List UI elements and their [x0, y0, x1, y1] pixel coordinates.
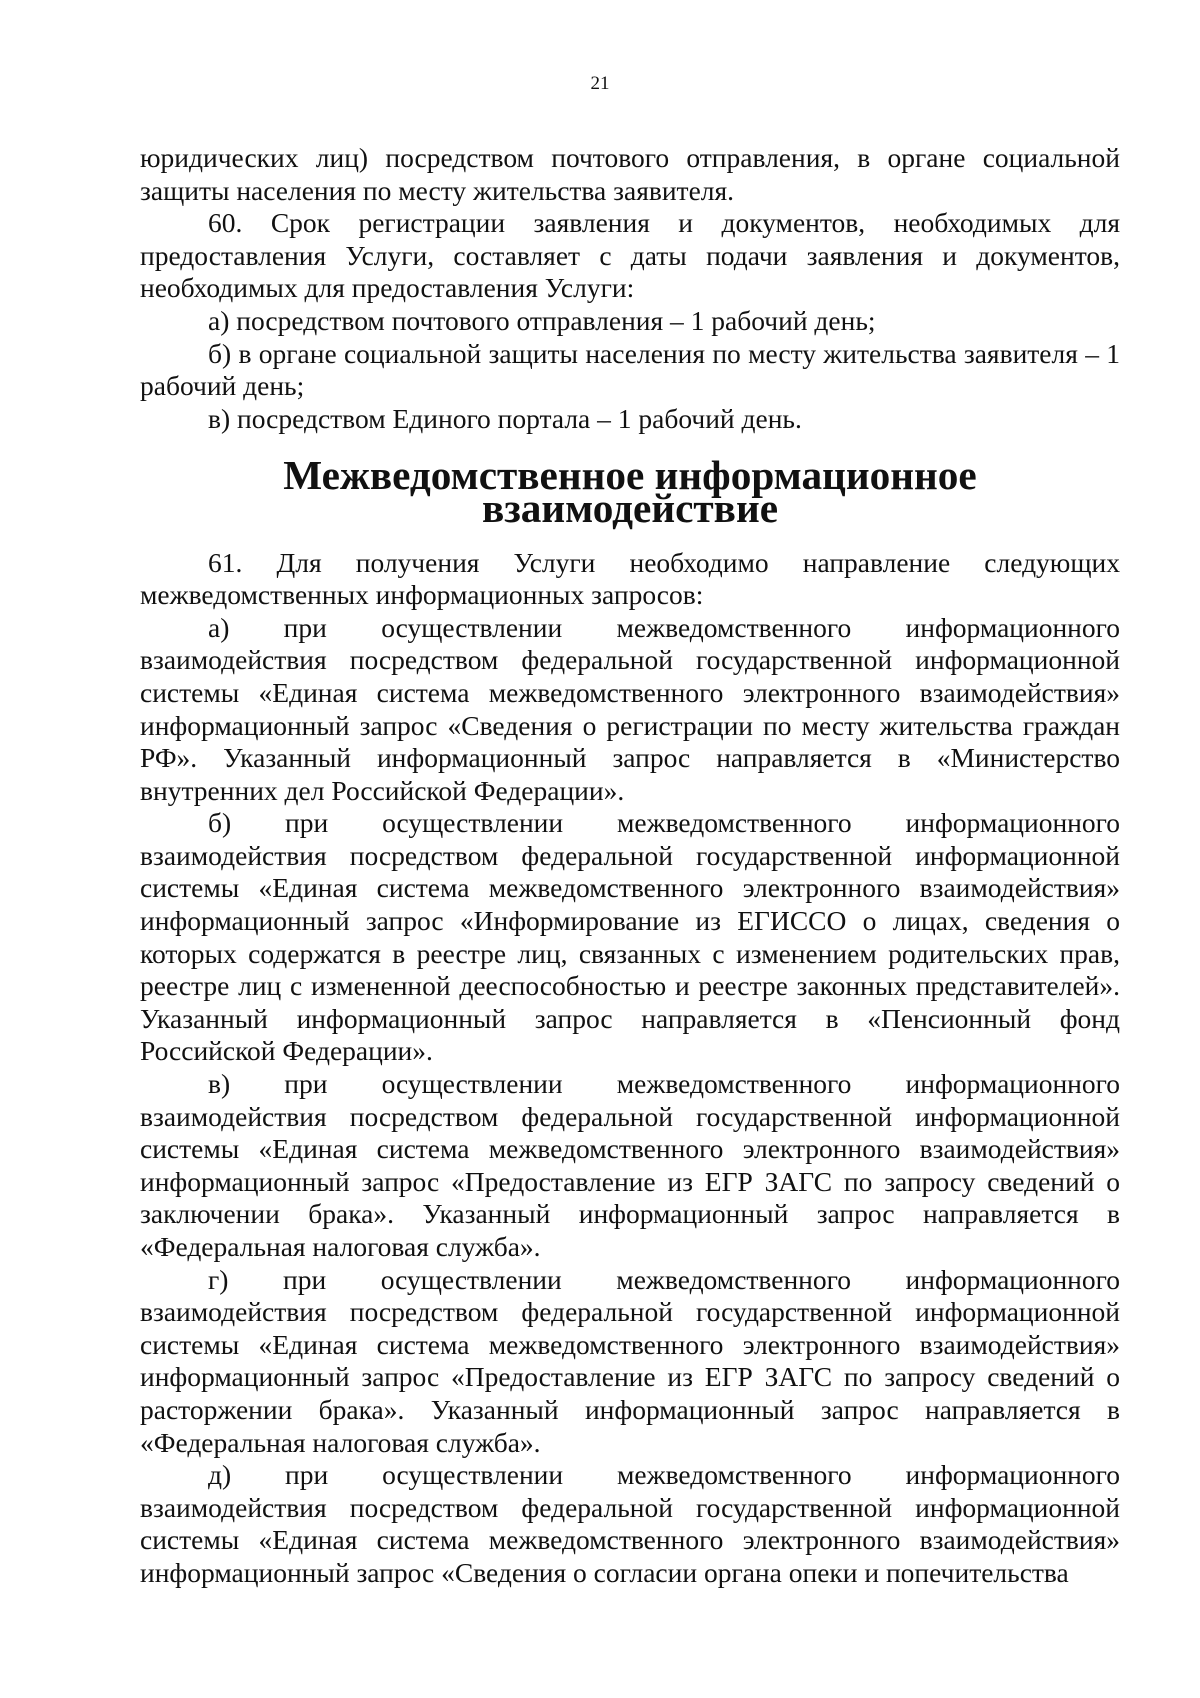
page-number: 21 [590, 73, 610, 94]
section-heading: Межведомственное информационное взаимодействие [283, 452, 977, 531]
paragraph-continuation: юридических лиц) посредством почтового отправления, в органе социальной защиты населения по месту жительства заявителя. [140, 142, 1120, 206]
paragraph-61-item-g: г) при осуществлении межведомственного информационного взаимодействия посредством федеральной государственной информационной системы «Единая система межведомственного электронного взаимодействия» информационный запрос «Предоставление из ЕГР ЗАГС по запросу сведений о расторжении брака». Указанный информационный запрос направляется в «Федеральная налоговая служба». [140, 1263, 1120, 1458]
document-body [140, 142, 1120, 1590]
paragraph-60-item-a: а) посредством почтового отправления – 1 рабочий день; [208, 304, 876, 336]
paragraph-60-item-v: в) посредством Единого портала – 1 рабочий день. [208, 402, 802, 434]
paragraph-60: 60. Срок регистрации заявления и документов, необходимых для предоставления Услуги, составляет с даты подачи заявления и документов, необходимых для предоставления Услуги: [140, 207, 1120, 304]
paragraph-61-item-v: в) при осуществлении межведомственного информационного взаимодействия посредством федеральной государственной информационной системы «Единая система межведомственного электронного взаимодействия» информационный запрос «Предоставление из ЕГР ЗАГС по запросу сведений о заключении брака». Указанный информационный запрос направляется в «Федеральная налоговая служба». [140, 1068, 1120, 1262]
paragraph-61: 61. Для получения Услуги необходимо направление следующих межведомственных информационных запросов: [140, 546, 1120, 611]
paragraph-60-item-b: б) в органе социальной защиты населения по месту жительства заявителя – 1 рабочий день; [140, 337, 1120, 402]
paragraph-61-item-a: а) при осуществлении межведомственного информационного взаимодействия посредством федеральной государственной информационной системы «Единая система межведомственного электронного взаимодействия» информационный запрос «Сведения о регистрации по месту жительства граждан РФ». Указанный информационный запрос направляется в «Министерство внутренних дел Российской Федерации». [140, 611, 1120, 806]
paragraph-61-item-d: д) при осуществлении межведомственного информационного взаимодействия посредством федеральной государственной информационной системы «Единая система межведомственного электронного взаимодействия» информационный запрос «Сведения о согласии органа опеки и попечительства [140, 1459, 1120, 1588]
paragraph-61-item-b: б) при осуществлении межведомственного информационного взаимодействия посредством федеральной государственной информационной системы «Единая система межведомственного электронного взаимодействия» информационный запрос «Информирование из ЕГИССО о лицах, сведения о которых содержатся в реестре лиц, связанных с изменением родительских прав, реестре лиц с измененной дееспособностью и реестре законных представителей». Указанный информационный запрос направляется в «Пенсионный фонд Российской Федерации». [140, 807, 1120, 1067]
